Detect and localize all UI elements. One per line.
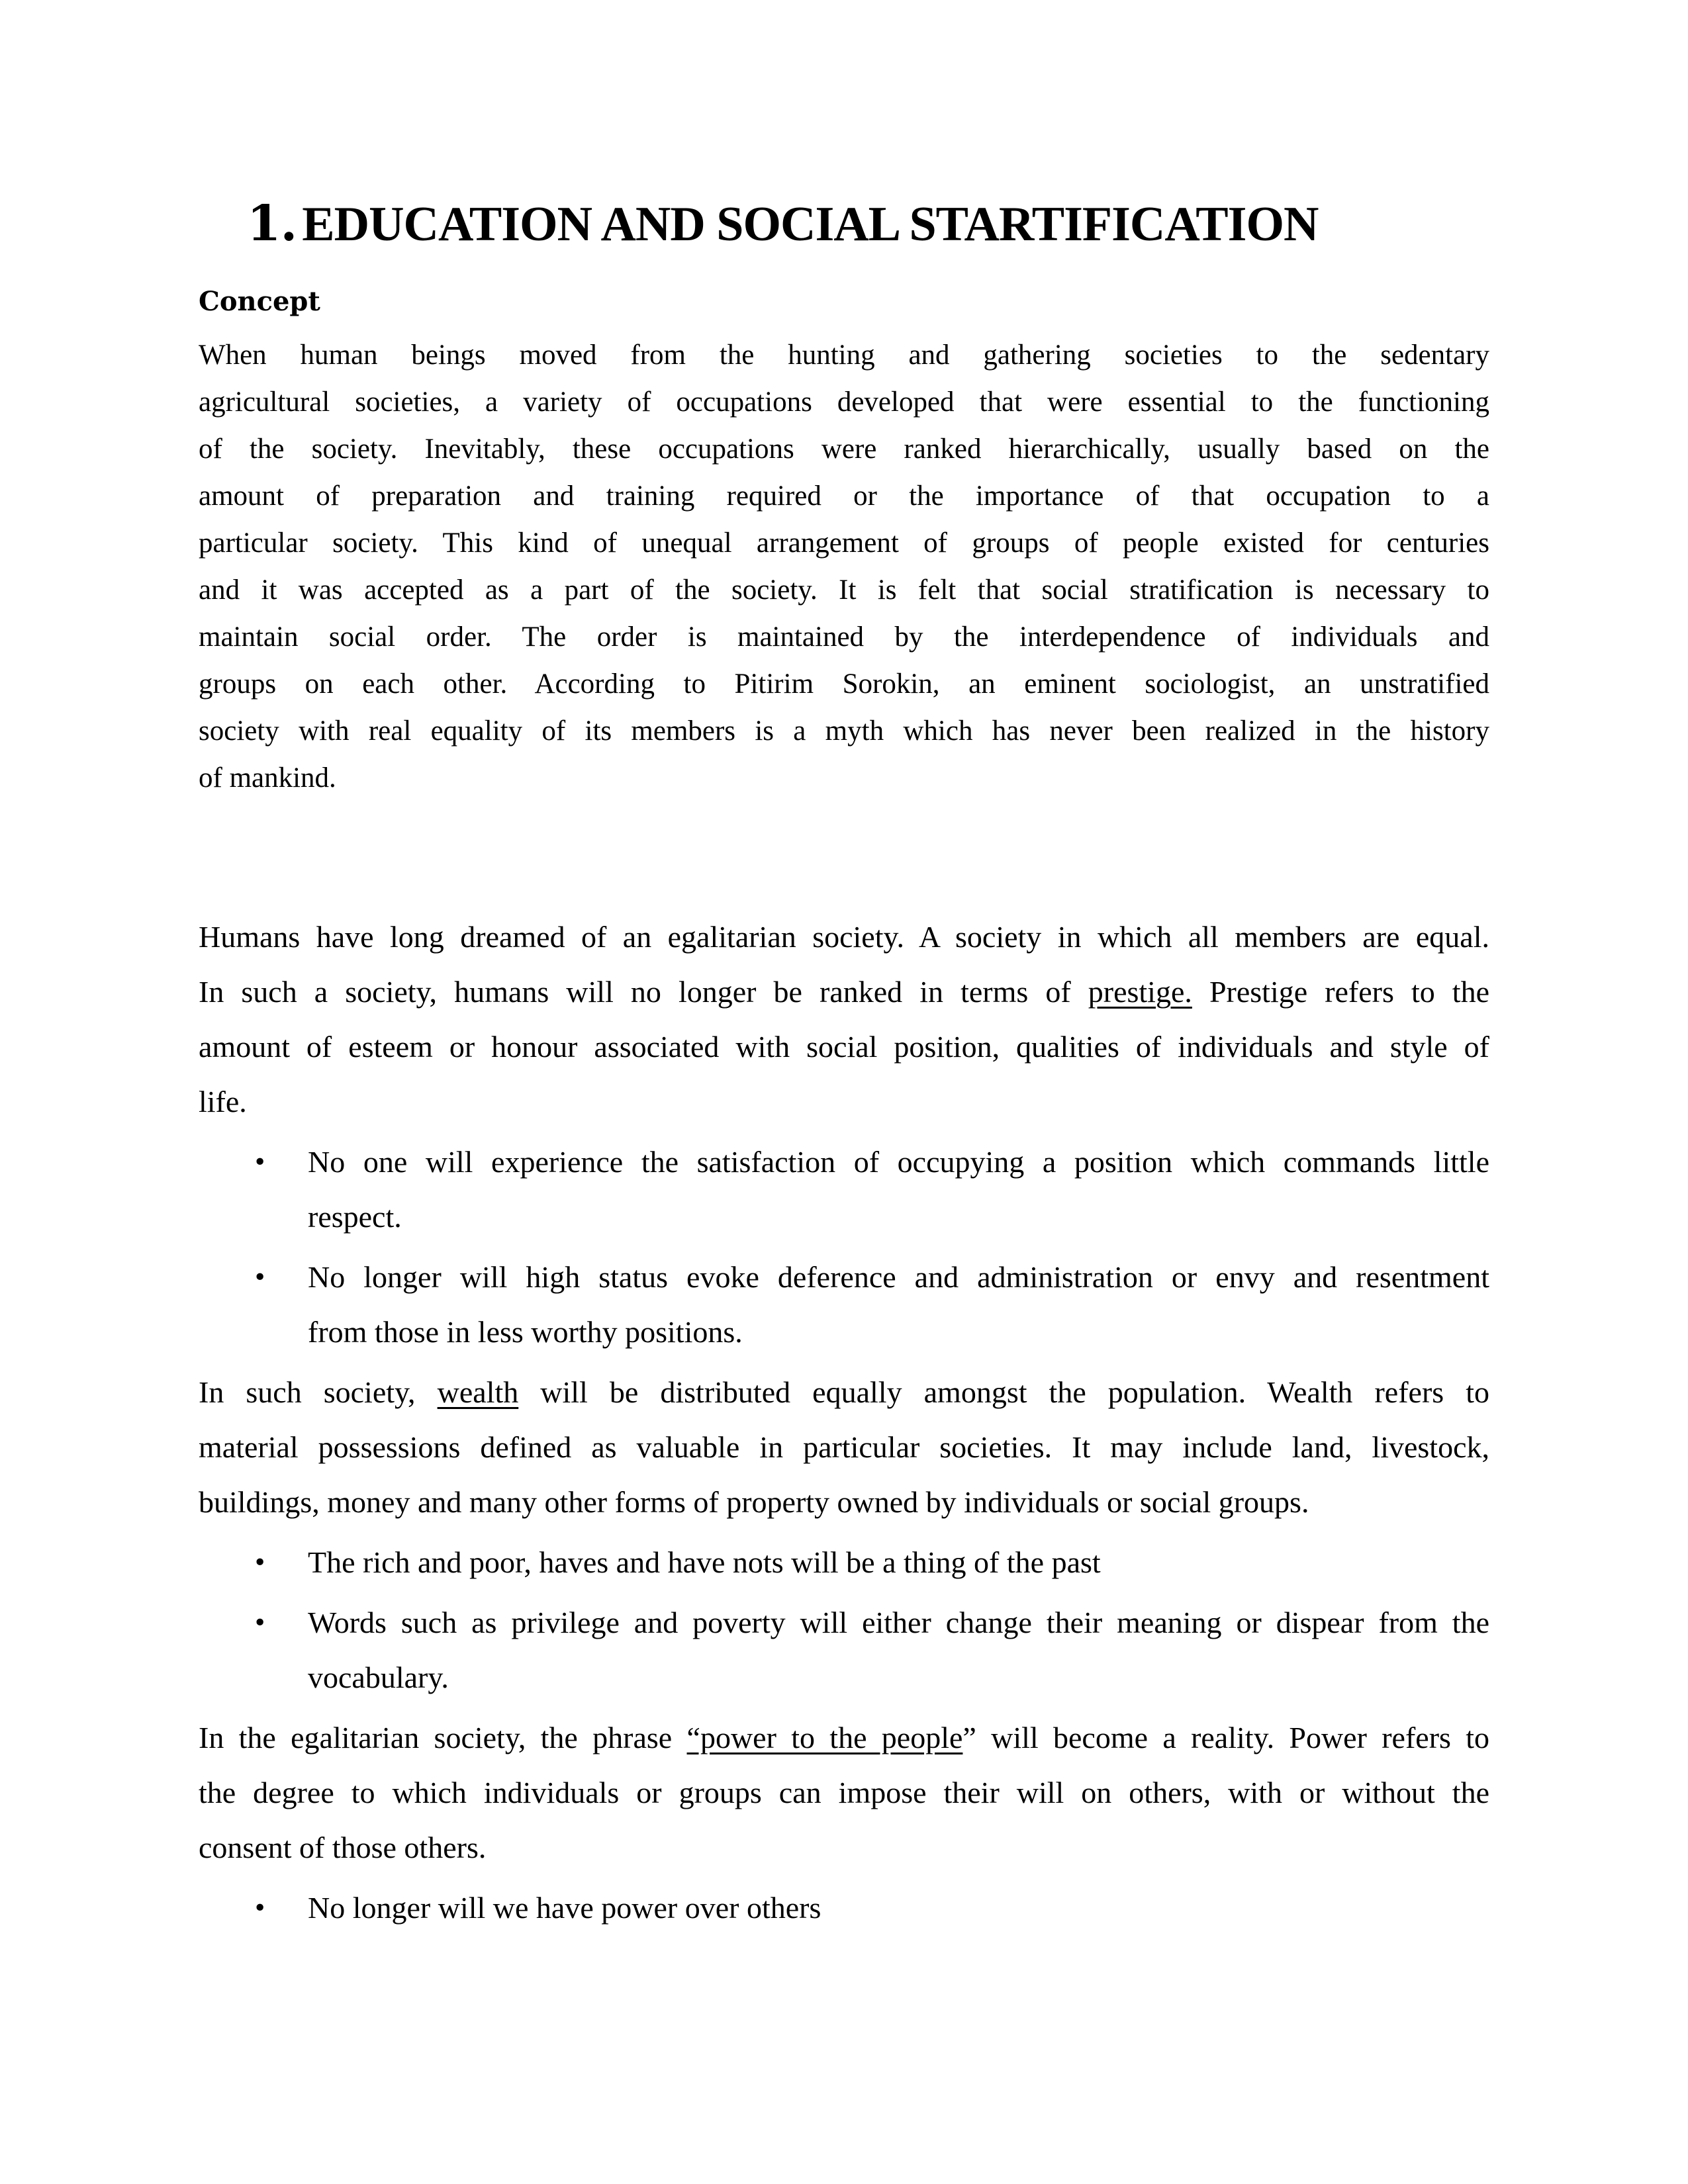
text-line [308, 1304, 1489, 1359]
bullet-item [199, 1134, 1489, 1244]
text-line [199, 1475, 1489, 1529]
text-segment: Humans have long dreamed of an egalitarian society. A society in which all members are equal. [199, 920, 1489, 954]
text-segment: particular society. This kind of unequal arrangement of groups of people existed for centuries [199, 527, 1489, 559]
bullet-icon: • [255, 1891, 265, 1923]
text-segment: Words such as privilege and poverty will either change their meaning or dispear from the [308, 1606, 1489, 1639]
text-segment: society with real equality of its members is a myth which has never been realized in the history [199, 715, 1489, 747]
text-segment: No longer will high status evoke deference and administration or envy and resentment [308, 1260, 1489, 1294]
vertical-gap [199, 801, 1489, 904]
text-segment: consent of those others. [199, 1831, 487, 1864]
text-line [199, 707, 1489, 754]
text-segment: In the egalitarian society, the phrase [199, 1721, 687, 1754]
text-segment: In such society, [199, 1375, 438, 1409]
bullet-item [199, 1595, 1489, 1705]
text-segment: In such a society, humans will no longer be ranked in terms of [199, 975, 1088, 1009]
text-segment: of mankind. [199, 762, 336, 794]
paragraph [199, 909, 1489, 1129]
underlined-text: “power to the people [686, 1721, 963, 1754]
text-line [199, 567, 1489, 614]
document-title [247, 193, 1489, 255]
text-line [199, 1820, 1489, 1875]
underlined-text: wealth [437, 1375, 519, 1409]
bullet-item [199, 1880, 1489, 1935]
text-line [199, 1365, 1489, 1420]
paragraph [199, 1710, 1489, 1875]
text-segment: The rich and poor, haves and have nots will be a thing of the past [308, 1545, 1101, 1579]
text-line [199, 1420, 1489, 1475]
text-line [199, 379, 1489, 426]
text-segment: material possessions defined as valuable in particular societies. It may include land, livestock, [199, 1430, 1489, 1464]
text-segment: agricultural societies, a variety of occupations developed that were essential to the functioning [199, 387, 1489, 418]
paragraph [199, 1365, 1489, 1529]
text-line [199, 1074, 1489, 1129]
text-line [199, 614, 1489, 660]
document-body [199, 332, 1489, 1935]
text-line [308, 1650, 1489, 1705]
paragraph [199, 332, 1489, 801]
text-line [308, 1250, 1489, 1304]
bullet-icon: • [255, 1546, 265, 1578]
text-segment: and it was accepted as a part of the society. It is felt that social stratification is necessary to [199, 574, 1489, 606]
text-segment: maintain social order. The order is maintained by the interdependence of individuals and [199, 621, 1489, 653]
underlined-text: prestige. [1088, 975, 1192, 1009]
text-segment: the degree to which individuals or groups can impose their will on others, with or without the [199, 1776, 1489, 1809]
bullet-icon: • [255, 1261, 265, 1293]
text-line [308, 1535, 1489, 1590]
text-segment: When human beings moved from the hunting and gathering societies to the sedentary [199, 340, 1489, 371]
text-line [199, 964, 1489, 1019]
text-segment: amount of esteem or honour associated with social position, qualities of individuals and style of [199, 1030, 1489, 1064]
bullet-icon: • [255, 1146, 265, 1177]
section-heading-concept: Concept [199, 286, 320, 317]
text-segment: Prestige refers to the [1192, 975, 1489, 1009]
text-segment: ” will become a reality. Power refers to [962, 1721, 1490, 1754]
text-segment: No longer will we have power over others [308, 1891, 821, 1925]
document-header [199, 193, 1489, 320]
bullet-icon: • [255, 1606, 265, 1638]
text-segment: amount of preparation and training required or the importance of that occupation to a [199, 480, 1489, 512]
text-segment: will be distributed equally amongst the population. Wealth refers to [518, 1375, 1489, 1409]
title-number: 1. [247, 195, 297, 252]
text-line [308, 1595, 1489, 1650]
document-content [199, 193, 1489, 1935]
text-segment: vocabulary. [308, 1661, 449, 1694]
text-line [199, 473, 1489, 520]
text-line [199, 660, 1489, 707]
text-line [308, 1189, 1489, 1244]
text-line [199, 1710, 1489, 1765]
text-segment: buildings, money and many other forms of property owned by individuals or social groups. [199, 1485, 1309, 1519]
text-line [308, 1134, 1489, 1189]
text-segment: groups on each other. According to Pitirim Sorokin, an eminent sociologist, an unstratified [199, 668, 1489, 700]
text-line [308, 1880, 1489, 1935]
title-text: EDUCATION AND SOCIAL STARTIFICATION [302, 197, 1319, 251]
bullet-item [199, 1535, 1489, 1590]
text-line [199, 332, 1489, 379]
text-line [199, 909, 1489, 964]
text-segment: respect. [308, 1200, 402, 1234]
text-line [199, 1765, 1489, 1820]
text-line [199, 1019, 1489, 1074]
text-segment: No one will experience the satisfaction of occupying a position which commands little [308, 1145, 1489, 1179]
text-segment: from those in less worthy positions. [308, 1315, 743, 1349]
bullet-item [199, 1250, 1489, 1359]
text-line [199, 754, 1489, 801]
text-line [199, 426, 1489, 473]
text-segment: of the society. Inevitably, these occupations were ranked hierarchically, usually based on the [199, 433, 1489, 465]
text-segment: life. [199, 1085, 247, 1118]
text-line [199, 520, 1489, 567]
